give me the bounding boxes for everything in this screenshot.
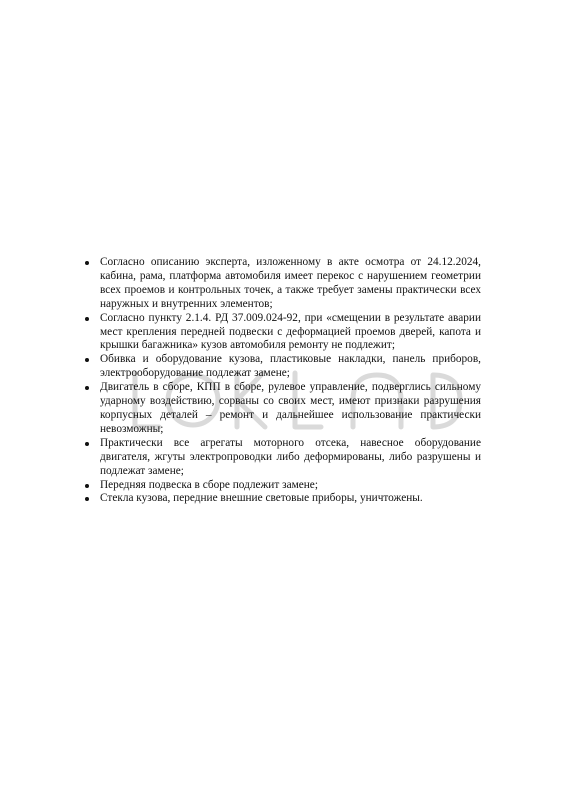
list-item-text: Согласно пункту 2.1.4. РД 37.009.024-92, при «смещении в результате аварии мест крепления передней подвески с деформацией проемов дверей, капота и крышки багажника» кузов автомобиля ремонту не подлежит; <box>100 311 481 352</box>
bullet-icon <box>85 497 89 501</box>
list-item-text: Обивка и оборудование кузова, пластиковые накладки, панель приборов, электрооборудование подлежат замене; <box>100 353 481 380</box>
list-item <box>83 437 481 479</box>
list-item-text: Согласно описанию эксперта, изложенному в акте осмотра от 24.12.2024, кабина, рама, платформа автомобиля имеет перекос с нарушением геометрии всех проемов и контрольных точек, а также требует замены практически всех наружных и внутренних элементов; <box>100 256 481 310</box>
bullet-icon <box>85 317 89 321</box>
bullet-icon <box>85 261 89 265</box>
list-item-text: Двигатель в сборе, КПП в сборе, рулевое управление, подверглись сильному ударному воздействию, сорваны со своих мест, имеют признаки разрушения корпусных деталей – ремонт и дальнейшее использование практически невозможны; <box>100 381 481 435</box>
bullet-icon <box>85 484 89 488</box>
list-item <box>83 492 481 506</box>
bullet-icon <box>85 358 89 362</box>
list-item <box>83 479 481 493</box>
list-item <box>83 353 481 381</box>
damage-findings-list <box>83 256 481 506</box>
list-item-text: Практически все агрегаты моторного отсека, навесное оборудование двигателя, жгуты электропроводки либо деформированы, либо разрушены и подлежат замене; <box>100 436 481 477</box>
list-item <box>83 256 481 312</box>
bullet-icon <box>85 386 89 390</box>
list-item-text: Стекла кузова, передние внешние световые приборы, уничтожены. <box>100 492 423 505</box>
bullet-icon <box>85 442 89 446</box>
list-item <box>83 381 481 437</box>
list-item-text: Передняя подвеска в сборе подлежит замене; <box>100 478 318 491</box>
list-item <box>83 312 481 354</box>
